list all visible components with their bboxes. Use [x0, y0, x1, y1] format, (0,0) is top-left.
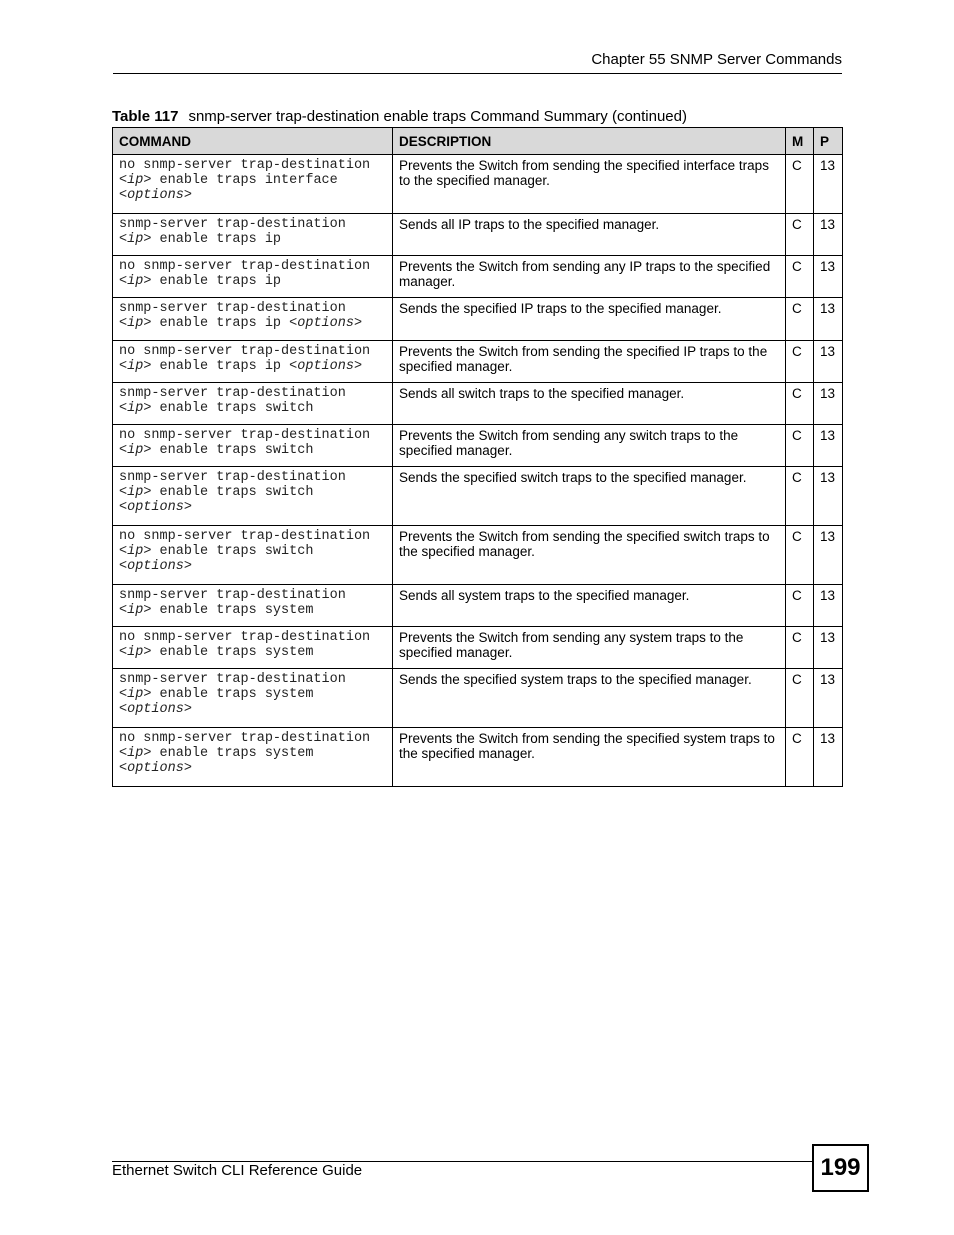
privilege-cell: 13 [814, 467, 843, 526]
mode-cell: C [786, 155, 814, 214]
description-cell: Prevents the Switch from sending the specified switch traps to the specified manager. [393, 526, 786, 585]
command-line [119, 173, 386, 188]
guide-title: Ethernet Switch CLI Reference Guide [112, 1162, 363, 1179]
table-caption [112, 108, 687, 125]
column-header-command: COMMAND [113, 128, 393, 155]
command-line [119, 485, 386, 500]
table-title: snmp-server trap-destination enable traps Command Summary (continued) [188, 108, 687, 125]
command-line [119, 761, 386, 776]
command-text: < [119, 702, 128, 717]
mode-cell: C [786, 383, 814, 425]
command-placeholder: options [127, 702, 184, 717]
table-row [113, 214, 843, 256]
command-line: snmp-server trap-destination [119, 672, 346, 687]
command-placeholder: ip [127, 401, 144, 416]
command-line [119, 687, 386, 702]
privilege-cell: 13 [814, 425, 843, 467]
privilege-cell: 13 [814, 155, 843, 214]
command-line: no snmp-server trap-destination [119, 529, 371, 544]
privilege-cell: 13 [814, 298, 843, 341]
command-line: no snmp-server trap-destination [119, 731, 371, 746]
mode-cell: C [786, 728, 814, 787]
command-placeholder: ip [127, 443, 144, 458]
description-cell: Sends all system traps to the specified manager. [393, 585, 786, 627]
command-placeholder: ip [127, 359, 144, 374]
mode-cell: C [786, 627, 814, 669]
command-text: > enable traps switch [143, 544, 314, 559]
table-row [113, 585, 843, 627]
command-text: < [119, 188, 128, 203]
command-text: < [119, 603, 128, 618]
column-header-m: M [786, 128, 814, 155]
command-line [119, 232, 386, 247]
command-line [119, 559, 386, 574]
command-text: > [183, 702, 192, 717]
table-row [113, 728, 843, 787]
command-text: > [353, 316, 363, 331]
command-text: < [119, 485, 128, 500]
description-cell: Sends all IP traps to the specified manager. [393, 214, 786, 256]
command-text: < [119, 173, 128, 188]
command-placeholder: ip [127, 687, 144, 702]
command-text: < [119, 359, 128, 374]
command-placeholder: ip [127, 544, 144, 559]
table-row [113, 526, 843, 585]
table-row [113, 256, 843, 298]
command-text: < [119, 544, 128, 559]
command-cell [113, 467, 393, 526]
command-line [119, 443, 386, 458]
command-cell [113, 728, 393, 787]
mode-cell: C [786, 341, 814, 383]
command-placeholder: ip [127, 746, 144, 761]
table-header-row [113, 128, 843, 155]
command-text: > [183, 559, 192, 574]
command-cell [113, 256, 393, 298]
command-placeholder: options [127, 500, 184, 515]
chapter-title: Chapter 55 SNMP Server Commands [591, 51, 842, 68]
command-text: < [119, 746, 128, 761]
description-cell: Sends the specified system traps to the specified manager. [393, 669, 786, 728]
table-row [113, 467, 843, 526]
command-line: snmp-server trap-destination [119, 470, 346, 485]
command-line [119, 188, 386, 203]
command-line: snmp-server trap-destination [119, 301, 346, 316]
command-line [119, 746, 386, 761]
command-text: > enable traps switch [143, 485, 314, 500]
command-cell [113, 669, 393, 728]
command-cell [113, 214, 393, 256]
command-text: < [119, 401, 128, 416]
command-text: > enable traps system [143, 746, 314, 761]
command-line: no snmp-server trap-destination [119, 630, 371, 645]
command-line [119, 645, 386, 660]
command-text: < [119, 316, 128, 331]
command-text: > enable traps switch [143, 443, 314, 458]
column-header-description: DESCRIPTION [393, 128, 786, 155]
header-divider [113, 73, 842, 74]
command-cell [113, 585, 393, 627]
command-cell [113, 383, 393, 425]
command-line: no snmp-server trap-destination [119, 428, 371, 443]
table-body [113, 155, 843, 787]
privilege-cell: 13 [814, 341, 843, 383]
table-label: Table 117 [112, 108, 179, 125]
command-placeholder: options [127, 188, 184, 203]
command-line: no snmp-server trap-destination [119, 344, 371, 359]
command-text: < [119, 645, 128, 660]
mode-cell: C [786, 214, 814, 256]
command-line: no snmp-server trap-destination [119, 259, 371, 274]
command-placeholder: ip [127, 173, 144, 188]
command-cell [113, 155, 393, 214]
command-placeholder: ip [127, 645, 144, 660]
command-placeholder: ip [127, 603, 144, 618]
privilege-cell: 13 [814, 585, 843, 627]
privilege-cell: 13 [814, 214, 843, 256]
command-text: > [183, 761, 192, 776]
command-text: < [119, 687, 128, 702]
description-cell: Prevents the Switch from sending any system traps to the specified manager. [393, 627, 786, 669]
command-text: > [183, 188, 192, 203]
command-line [119, 359, 386, 374]
command-text: < [119, 559, 128, 574]
mode-cell: C [786, 585, 814, 627]
mode-cell: C [786, 669, 814, 728]
mode-cell: C [786, 467, 814, 526]
table-row [113, 155, 843, 214]
table-row [113, 627, 843, 669]
command-placeholder: options [297, 316, 354, 331]
table-row [113, 425, 843, 467]
description-cell: Prevents the Switch from sending any IP traps to the specified manager. [393, 256, 786, 298]
mode-cell: C [786, 298, 814, 341]
description-cell: Prevents the Switch from sending the specified system traps to the specified manager. [393, 728, 786, 787]
command-line [119, 544, 386, 559]
command-text: > enable traps ip [143, 274, 282, 289]
command-line [119, 603, 386, 618]
command-text: < [119, 443, 128, 458]
command-line [119, 316, 386, 331]
privilege-cell: 13 [814, 627, 843, 669]
command-summary-table [112, 127, 843, 787]
mode-cell: C [786, 526, 814, 585]
command-line: snmp-server trap-destination [119, 217, 346, 232]
command-line: no snmp-server trap-destination [119, 158, 371, 173]
table-row [113, 383, 843, 425]
privilege-cell: 13 [814, 526, 843, 585]
table-row [113, 298, 843, 341]
command-line [119, 401, 386, 416]
command-placeholder: ip [127, 274, 144, 289]
command-text: > [183, 500, 192, 515]
command-placeholder: options [127, 761, 184, 776]
command-cell [113, 298, 393, 341]
command-text: < [119, 232, 128, 247]
mode-cell: C [786, 425, 814, 467]
command-cell [113, 627, 393, 669]
mode-cell: C [786, 256, 814, 298]
description-cell: Sends all switch traps to the specified manager. [393, 383, 786, 425]
privilege-cell: 13 [814, 256, 843, 298]
command-placeholder: ip [127, 316, 144, 331]
table-row [113, 669, 843, 728]
privilege-cell: 13 [814, 669, 843, 728]
command-text: < [119, 500, 128, 515]
command-line [119, 702, 386, 717]
command-text: > enable traps system [143, 645, 314, 660]
command-line: snmp-server trap-destination [119, 588, 346, 603]
command-text: > enable traps system [143, 687, 314, 702]
privilege-cell: 13 [814, 383, 843, 425]
description-cell: Prevents the Switch from sending the specified IP traps to the specified manager. [393, 341, 786, 383]
command-text: > enable traps ip [143, 232, 282, 247]
command-placeholder: options [127, 559, 184, 574]
command-cell [113, 526, 393, 585]
page-number: 199 [812, 1144, 869, 1192]
command-cell [113, 341, 393, 383]
command-text: > enable traps interface [143, 173, 338, 188]
column-header-p: P [814, 128, 843, 155]
command-placeholder: ip [127, 485, 144, 500]
command-placeholder: options [297, 359, 354, 374]
description-cell: Prevents the Switch from sending the specified interface traps to the specified manager. [393, 155, 786, 214]
description-cell: Prevents the Switch from sending any switch traps to the specified manager. [393, 425, 786, 467]
command-line [119, 500, 386, 515]
command-text: < [119, 274, 128, 289]
command-line: snmp-server trap-destination [119, 386, 346, 401]
command-text: > enable traps ip < [143, 359, 298, 374]
description-cell: Sends the specified IP traps to the specified manager. [393, 298, 786, 341]
command-text: > enable traps switch [143, 401, 314, 416]
command-cell [113, 425, 393, 467]
table-row [113, 341, 843, 383]
command-text: > enable traps system [143, 603, 314, 618]
command-line [119, 274, 386, 289]
command-text: > enable traps ip < [143, 316, 298, 331]
command-text: < [119, 761, 128, 776]
description-cell: Sends the specified switch traps to the specified manager. [393, 467, 786, 526]
command-placeholder: ip [127, 232, 144, 247]
command-text: > [353, 359, 363, 374]
privilege-cell: 13 [814, 728, 843, 787]
